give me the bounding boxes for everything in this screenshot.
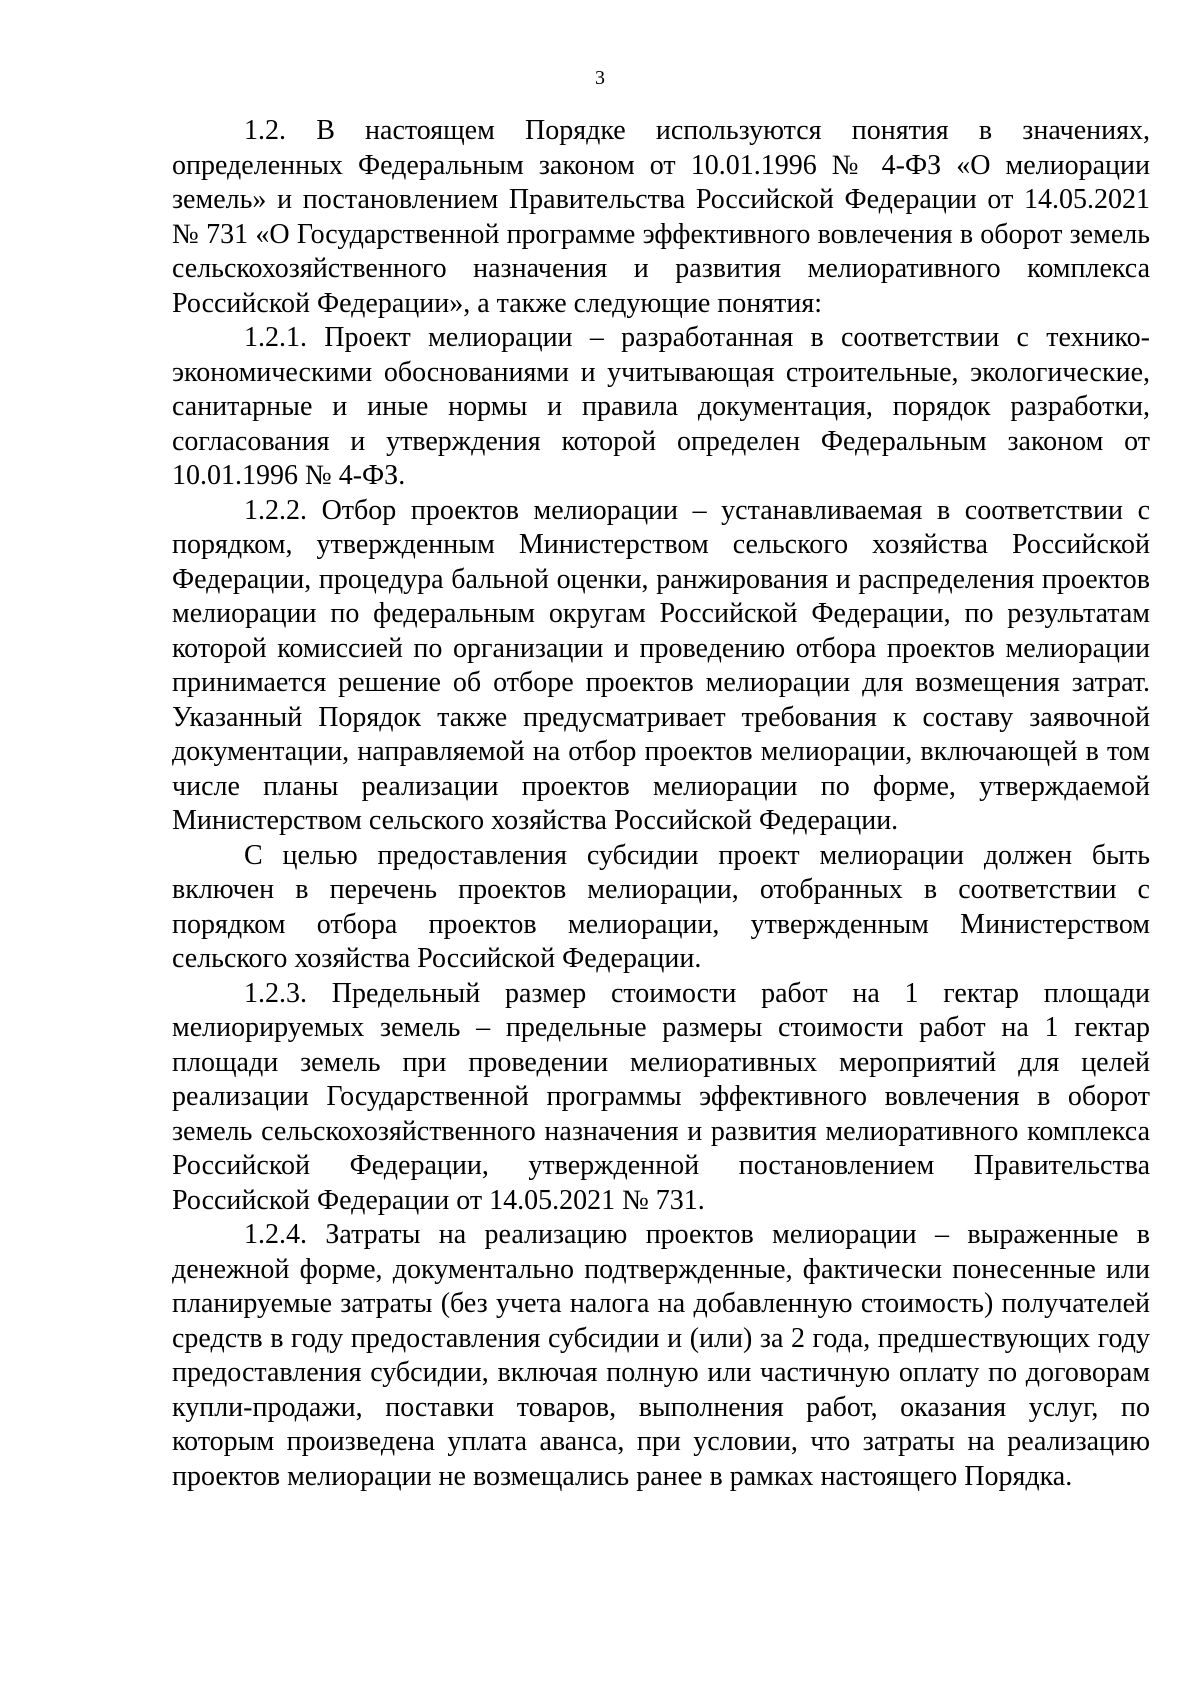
paragraph-1-2-4: 1.2.4. Затраты на реализацию проектов мелиорации – выраженные в денежной форме, документально подтвержденные, фактически понесенные или планируемые затраты (без учета налога на добавленную стоимость) получателей средств в году предоставления субсидии и (или) за 2 года, предшествующих году предоставления субсидии, включая полную или частичную оплату по договорам купли-продажи, поставки товаров, выполнения работ, оказания услуг, по которым произведена уплата аванса, при условии, что затраты на реализацию проектов мелиорации не возмещались ранее в рамках настоящего Порядка. — [172, 1219, 1150, 1492]
paragraph-1-2-2: 1.2.2. Отбор проектов мелиорации – устанавливаемая в соответствии с порядком, утвержденным Министерством сельского хозяйства Российской Федерации, процедура бальной оценки, ранжирования и распределения проектов мелиорации по федеральным округам Российской Федерации, по результатам которой комиссией по организации и проведению отбора проектов мелиорации принимается решение об отборе проектов мелиорации для возмещения затрат. Указанный Порядок также предусматривает требования к составу заявочной документации, направляемой на отбор проектов мелиорации, включающей в том числе планы реализации проектов мелиорации по форме, утверждаемой Министерством сельского хозяйства Российской Федерации. — [172, 494, 1150, 836]
page-number: 3 — [595, 67, 605, 89]
paragraph-subsidy-condition: С целью предоставления субсидии проект мелиорации должен быть включен в перечень проектов мелиорации, отобранных в соответствии с порядком отбора проектов мелиорации, утвержденным Министерством сельского хозяйства Российской Федерации. — [172, 839, 1150, 974]
document-body — [172, 114, 1150, 1494]
paragraph-1-2-1: 1.2.1. Проект мелиорации – разработанная в соответствии с технико-экономическими обоснованиями и учитывающая строительные, экологические, санитарные и иные нормы и правила документация, порядок разработки, согласования и утверждения которой определен Федеральным законом от 10.01.1996 № 4-ФЗ. — [172, 322, 1150, 491]
paragraph-1-2-3: 1.2.3. Предельный размер стоимости работ на 1 гектар площади мелиорируемых земель – предельные размеры стоимости работ на 1 гектар площади земель при проведении мелиоративных мероприятий для целей реализации Государственной программы эффективного вовлечения в оборот земель сельскохозяйственного назначения и развития мелиоративного комплекса Российской Федерации, утвержденной постановлением Правительства Российской Федерации от 14.05.2021 № 731. — [172, 977, 1150, 1216]
paragraph-1-2: 1.2. В настоящем Порядке используются понятия в значениях, определенных Федеральным законом от 10.01.1996 № 4-ФЗ «О мелиорации земель» и постановлением Правительства Российской Федерации от 14.05.2021 № 731 «О Государственной программе эффективного вовлечения в оборот земель сельскохозяйственного назначения и развития мелиоративного комплекса Российской Федерации», а также следующие понятия: — [172, 115, 1150, 319]
